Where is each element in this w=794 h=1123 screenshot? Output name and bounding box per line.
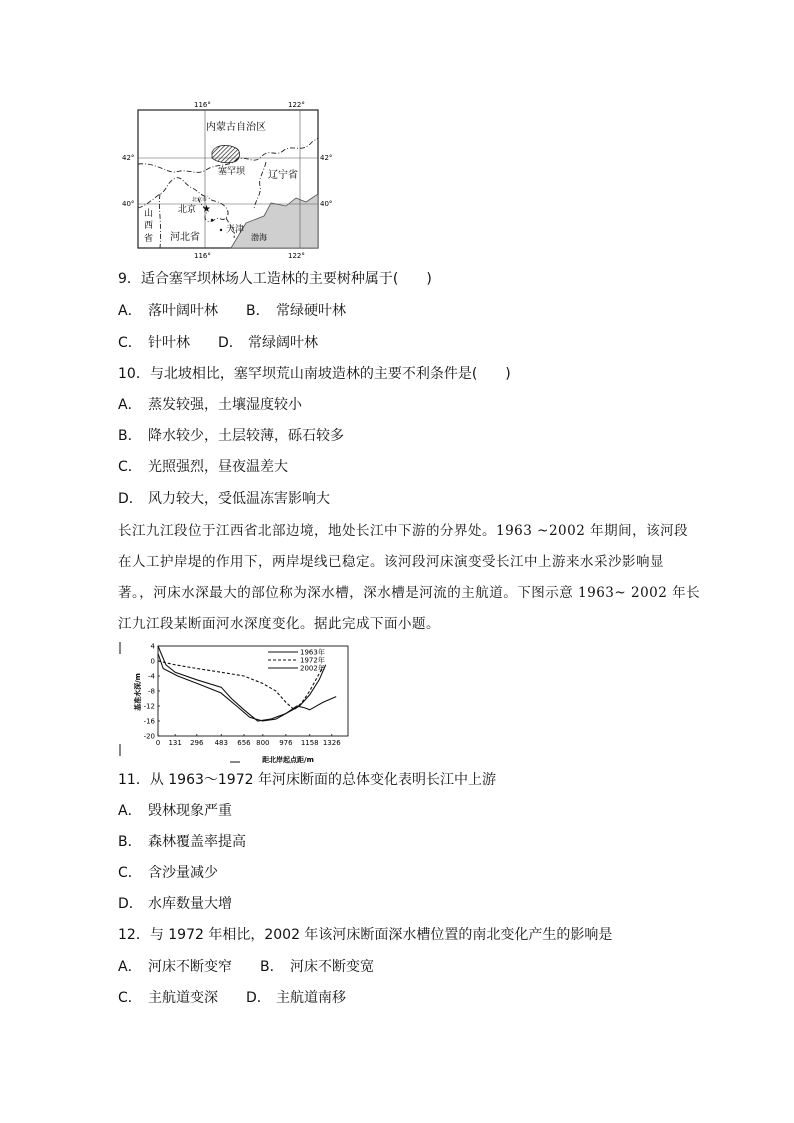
y-tick-label: -16 <box>143 717 155 726</box>
option-d: 风力较大，受低温冻害影响大 <box>148 491 330 507</box>
x-tick-label: 800 <box>256 739 270 747</box>
option-b: 河床不断变宽 <box>290 959 374 975</box>
question-10-stem: 10．与北坡相比，塞罕坝荒山南坡造林的主要不利条件是( ) <box>118 366 511 382</box>
x-tick-label: 976 <box>279 739 293 747</box>
option-d: 水库数量大增 <box>148 896 232 912</box>
lon-label: 122° <box>288 252 305 260</box>
question-9-options-ab <box>118 300 346 320</box>
lon-label: 116° <box>194 252 211 260</box>
option-key: D． <box>218 335 243 351</box>
city-label: 北京市 <box>192 197 208 203</box>
location-map <box>122 98 336 260</box>
option-key: D． <box>118 491 143 507</box>
x-tick-label: 1158 <box>300 739 319 747</box>
x-tick-label: 296 <box>190 739 204 747</box>
y-tick-label: 4 <box>150 642 155 651</box>
option-b: 常绿硬叶林 <box>276 303 346 319</box>
y-tick-label: -4 <box>148 672 155 681</box>
legend-label: 1963年 <box>300 648 325 657</box>
sea-label: 渤海 <box>251 233 267 242</box>
question-11-option-d <box>118 893 232 913</box>
y-tick-label: 0 <box>150 657 155 666</box>
question-9-options-cd <box>118 332 318 352</box>
option-key: D． <box>246 990 271 1006</box>
question-9-stem: 9．适合塞罕坝林场人工造林的主要树种属于( ) <box>118 271 432 287</box>
option-key: C． <box>118 459 142 475</box>
lat-label: 42° <box>320 154 333 162</box>
lon-label: 122° <box>288 101 305 109</box>
region-label: 河北省 <box>170 232 200 243</box>
lat-label: 40° <box>122 200 135 208</box>
x-axis-label: 距北岸起点距/m <box>262 756 314 764</box>
city-label: 天津 <box>226 225 245 235</box>
option-a: 毁林现象严重 <box>148 803 232 819</box>
option-d: 主航道南移 <box>276 990 346 1006</box>
region-label: 山 <box>144 209 154 219</box>
x-tick-label: 0 <box>155 739 161 747</box>
y-tick-label: -12 <box>143 702 155 711</box>
y-tick-label: -8 <box>148 687 155 696</box>
option-key: C． <box>118 990 142 1006</box>
region-label: 辽宁省 <box>268 170 298 181</box>
saihanba-region <box>212 145 240 162</box>
option-a: 河床不断变窄 <box>148 959 232 975</box>
question-10-option-a <box>118 394 302 414</box>
x-tick-label: 483 <box>214 739 228 747</box>
option-c: 光照强烈，昼夜温差大 <box>148 459 288 475</box>
question-11-option-a <box>118 800 232 820</box>
option-b: 森林覆盖率提高 <box>148 834 246 850</box>
question-10-option-c <box>118 456 288 476</box>
option-key: B． <box>246 303 270 319</box>
option-key: A． <box>118 303 142 319</box>
lat-label: 40° <box>320 200 333 208</box>
passage-line: 江九江段某断面河水深度变化。据此完成下面小题。 <box>118 616 440 632</box>
y-tick-label: -20 <box>143 732 155 741</box>
question-11-option-b <box>118 831 246 851</box>
question-12-options-ab <box>118 956 374 976</box>
option-c: 含沙量减少 <box>148 865 218 881</box>
x-tick-label: 656 <box>237 739 251 747</box>
option-key: B． <box>260 959 284 975</box>
city-label: 北京 <box>178 205 197 215</box>
option-a: 落叶阔叶林 <box>148 303 218 319</box>
lon-label: 116° <box>194 101 211 109</box>
option-key: A． <box>118 397 142 413</box>
option-key: B． <box>118 834 142 850</box>
option-key: A． <box>118 803 142 819</box>
option-key: C． <box>118 865 142 881</box>
question-10-option-b <box>118 425 344 445</box>
legend-label: 1972年 <box>300 656 325 665</box>
question-11-stem: 11．从 1963～1972 年河床断面的总体变化表明长江中上游 <box>118 772 496 788</box>
city-dot <box>220 229 222 231</box>
region-label: 内蒙古自治区 <box>206 122 266 133</box>
lat-label: 42° <box>122 154 135 162</box>
option-key: D． <box>118 896 143 912</box>
region-label: 塞罕坝 <box>218 167 246 177</box>
passage-line: 在人工护岸堤的作用下，两岸堤线已稳定。该河段河床演变受长江中上游来水采沙影响显 <box>118 554 664 570</box>
river-depth-chart <box>118 640 358 764</box>
passage-line: 长江九江段位于江西省北部边境，地处长江中下游的分界处。1963 ~2002 年期间，该河段 <box>118 523 689 539</box>
beijing-star-icon: ★ <box>202 204 211 215</box>
question-10-option-d <box>118 488 330 508</box>
option-b: 降水较少，土层较薄，砾石较多 <box>148 428 344 444</box>
legend-label: 2002年 <box>300 664 325 673</box>
x-tick-label: 1326 <box>322 739 341 747</box>
option-key: C． <box>118 335 142 351</box>
option-c: 针叶林 <box>148 335 190 351</box>
option-a: 蒸发较强，土壤湿度较小 <box>148 397 302 413</box>
passage-line: 著。，河床水深最大的部位称为深水槽，深水槽是河流的主航道。下图示意 1963~ 2002 年长 <box>118 585 701 601</box>
city-dot <box>211 219 213 221</box>
question-12-stem: 12．与 1972 年相比，2002 年该河床断面深水槽位置的南北变化产生的影响是 <box>118 927 613 943</box>
y-axis-label: 基准水深/m <box>134 673 142 711</box>
region-label: 西 <box>144 221 154 231</box>
series-line-1972年 <box>158 661 323 710</box>
question-12-options-cd <box>118 987 346 1007</box>
option-c: 主航道变深 <box>148 990 218 1006</box>
option-key: B． <box>118 428 142 444</box>
option-d: 常绿阔叶林 <box>248 335 318 351</box>
question-11-option-c <box>118 862 218 882</box>
option-key: A． <box>118 959 142 975</box>
x-tick-label: 131 <box>168 739 182 747</box>
region-label: 省 <box>144 234 154 244</box>
